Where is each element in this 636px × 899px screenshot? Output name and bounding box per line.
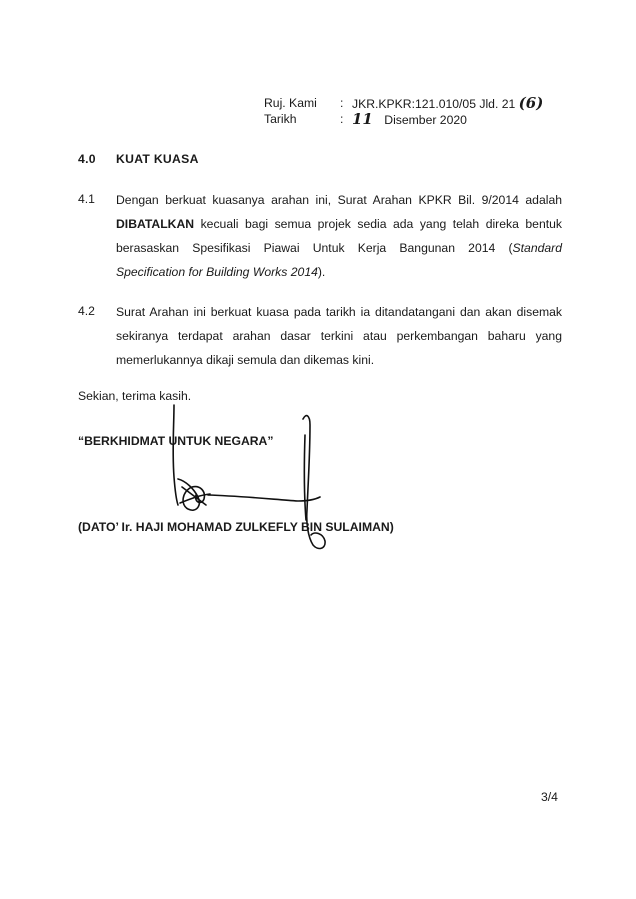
paragraph-text: Dengan berkuat kuasanya arahan ini, Surat Arahan KPKR Bil. 9/2014 adalah	[116, 193, 562, 207]
date-separator: :	[340, 112, 344, 126]
paragraph-text: ).	[317, 265, 326, 279]
reference-label: Ruj. Kami	[264, 96, 317, 110]
reference-separator: :	[340, 96, 344, 110]
page-number: 3/4	[541, 790, 558, 804]
paragraph-italic-text: Standard Specification for Building Works 2014	[116, 241, 562, 279]
reference-handwritten-number: (6)	[518, 94, 544, 112]
reference-value	[352, 95, 543, 112]
paragraph-text: kecuali bagi semua projek sedia ada yang telah direka bentuk berasaskan Spesifikasi Piawai Untuk Kerja Bangunan 2014 (	[116, 217, 562, 255]
reference-row	[264, 95, 584, 111]
date-value	[352, 111, 467, 128]
section-title: KUAT KUASA	[116, 152, 199, 166]
paragraph-4-2: Surat Arahan ini berkuat kuasa pada tarikh ia ditandatangani dan akan disemak sekiranya terdapat arahan dasar terkini atau perkembangan baharu yang memerlukannya dikaji semula dan dikemas kini.	[116, 305, 562, 367]
date-month-year: Disember 2020	[384, 113, 467, 127]
paragraph-4-1	[116, 188, 562, 284]
paragraph-number: 4.1	[78, 192, 95, 206]
section-number: 4.0	[78, 152, 96, 166]
date-row	[264, 111, 584, 127]
date-handwritten-day: 11	[352, 110, 373, 128]
date-label: Tarikh	[264, 112, 297, 126]
signatory-name: (DATO’ Ir. HAJI MOHAMAD ZULKEFLY BIN SULAIMAN)	[78, 520, 394, 534]
closing-greeting: Sekian, terima kasih.	[78, 389, 192, 403]
motto: “BERKHIDMAT UNTUK NEGARA”	[78, 434, 274, 448]
reference-number: JKR.KPKR:121.010/05 Jld. 21	[352, 97, 516, 111]
paragraph-number: 4.2	[78, 304, 95, 318]
paragraph-bold-text: DIBATALKAN	[116, 217, 195, 231]
signature	[160, 395, 340, 560]
